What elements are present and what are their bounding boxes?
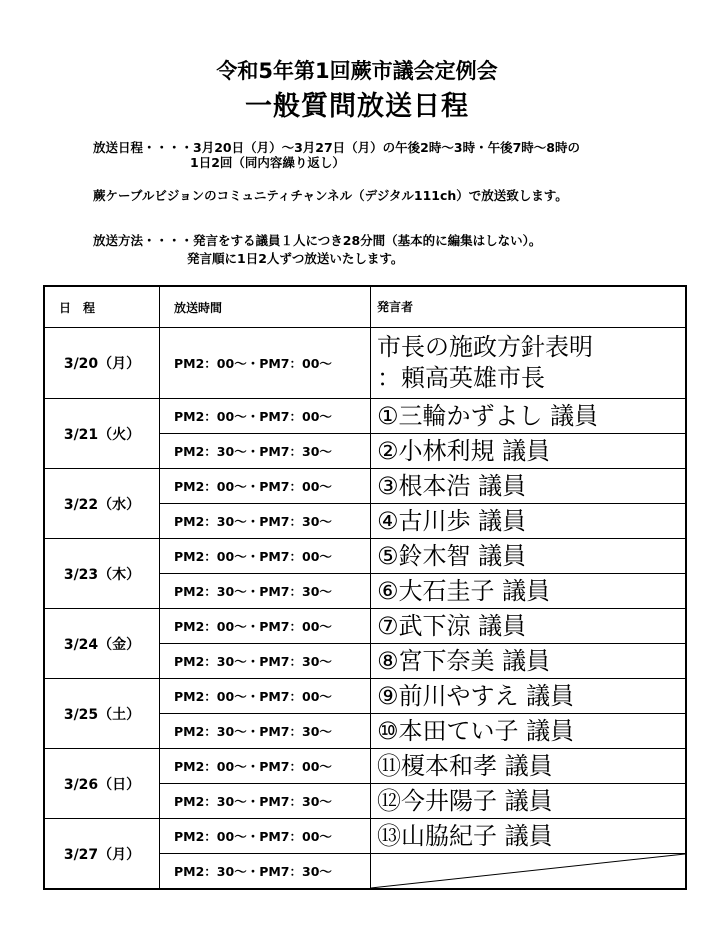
date-cell: 3/27（月） xyxy=(44,819,160,890)
time-cell: PM2：00～・PM7：00～ xyxy=(160,819,371,854)
date-cell: 3/20（月） xyxy=(44,328,160,399)
speaker-cell: ②小林利規 議員 xyxy=(371,434,687,469)
speaker-cell: ⑤鈴木智 議員 xyxy=(371,539,687,574)
table-row xyxy=(44,749,686,784)
time-cell: PM2：00～・PM7：00～ xyxy=(160,679,371,714)
date-cell: 3/21（火） xyxy=(44,399,160,469)
table-row xyxy=(44,399,686,434)
method-line1: 放送方法・・・・発言をする議員１人につき28分間（基本的に編集はしない）。 xyxy=(93,233,542,248)
schedule-line1: 放送日程・・・・3月20日（月）～3月27日（月）の午後2時～3時・午後7時～8時の xyxy=(93,140,580,155)
time-cell: PM2：00～・PM7：00～ xyxy=(160,399,371,434)
table-row xyxy=(44,469,686,504)
speaker-cell: ⑫今井陽子 議員 xyxy=(371,784,687,819)
speaker-cell: ④古川歩 議員 xyxy=(371,504,687,539)
time-cell: PM2：30～・PM7：30～ xyxy=(160,504,371,539)
speaker-cell: ③根本浩 議員 xyxy=(371,469,687,504)
speaker-cell: ⑦武下涼 議員 xyxy=(371,609,687,644)
diagonal-strike xyxy=(371,854,685,888)
schedule-table xyxy=(43,285,687,890)
date-cell: 3/26（日） xyxy=(44,749,160,819)
empty-speaker-cell xyxy=(371,854,687,890)
header-time: 放送時間 xyxy=(160,286,371,328)
speaker-cell xyxy=(371,328,687,399)
time-cell: PM2：30～・PM7：30～ xyxy=(160,434,371,469)
time-cell: PM2：30～・PM7：30～ xyxy=(160,784,371,819)
table-row xyxy=(44,679,686,714)
speaker-line1: 市長の施政方針表明 xyxy=(377,333,593,361)
table-header-row xyxy=(44,286,686,328)
speaker-cell: ⑨前川やすえ 議員 xyxy=(371,679,687,714)
method-line2: 発言順に1日2人ずつ放送いたします。 xyxy=(187,251,404,266)
speaker-cell: ⑧宮下奈美 議員 xyxy=(371,644,687,679)
time-cell: PM2：30～・PM7：30～ xyxy=(160,714,371,749)
table-row xyxy=(44,609,686,644)
speaker-cell: ①三輪かずよし 議員 xyxy=(371,399,687,434)
table-row xyxy=(44,328,686,399)
time-cell: PM2：30～・PM7：30～ xyxy=(160,574,371,609)
time-cell: PM2：30～・PM7：30～ xyxy=(160,854,371,890)
title-line1: 令和5年第1回蕨市議会定例会 xyxy=(216,59,498,83)
header-date: 日 程 xyxy=(44,286,160,328)
table-row xyxy=(44,819,686,854)
date-cell: 3/24（金） xyxy=(44,609,160,679)
time-cell: PM2：00～・PM7：00～ xyxy=(160,749,371,784)
time-cell: PM2：00～・PM7：00～ xyxy=(160,328,371,399)
date-cell: 3/25（土） xyxy=(44,679,160,749)
speaker-cell: ⑥大石圭子 議員 xyxy=(371,574,687,609)
time-cell: PM2：00～・PM7：00～ xyxy=(160,469,371,504)
speaker-cell: ⑩本田てい子 議員 xyxy=(371,714,687,749)
header-speaker: 発言者 xyxy=(371,286,687,328)
table-row xyxy=(44,539,686,574)
speaker-cell: ⑬山脇紀子 議員 xyxy=(371,819,687,854)
time-cell: PM2：00～・PM7：00～ xyxy=(160,539,371,574)
date-cell: 3/22（水） xyxy=(44,469,160,539)
speaker-line2: ：頼高英雄市長 xyxy=(377,364,545,392)
schedule-line2: 1日2回（同内容繰り返し） xyxy=(190,155,345,170)
date-cell: 3/23（木） xyxy=(44,539,160,609)
time-cell: PM2：30～・PM7：30～ xyxy=(160,644,371,679)
channel-line: 蕨ケーブルビジョンのコミュニティチャンネル（デジタル111ch）で放送致します。 xyxy=(93,188,568,203)
speaker-cell: ⑪榎本和孝 議員 xyxy=(371,749,687,784)
title-line2: 一般質問放送日程 xyxy=(245,91,469,122)
time-cell: PM2：00～・PM7：00～ xyxy=(160,609,371,644)
